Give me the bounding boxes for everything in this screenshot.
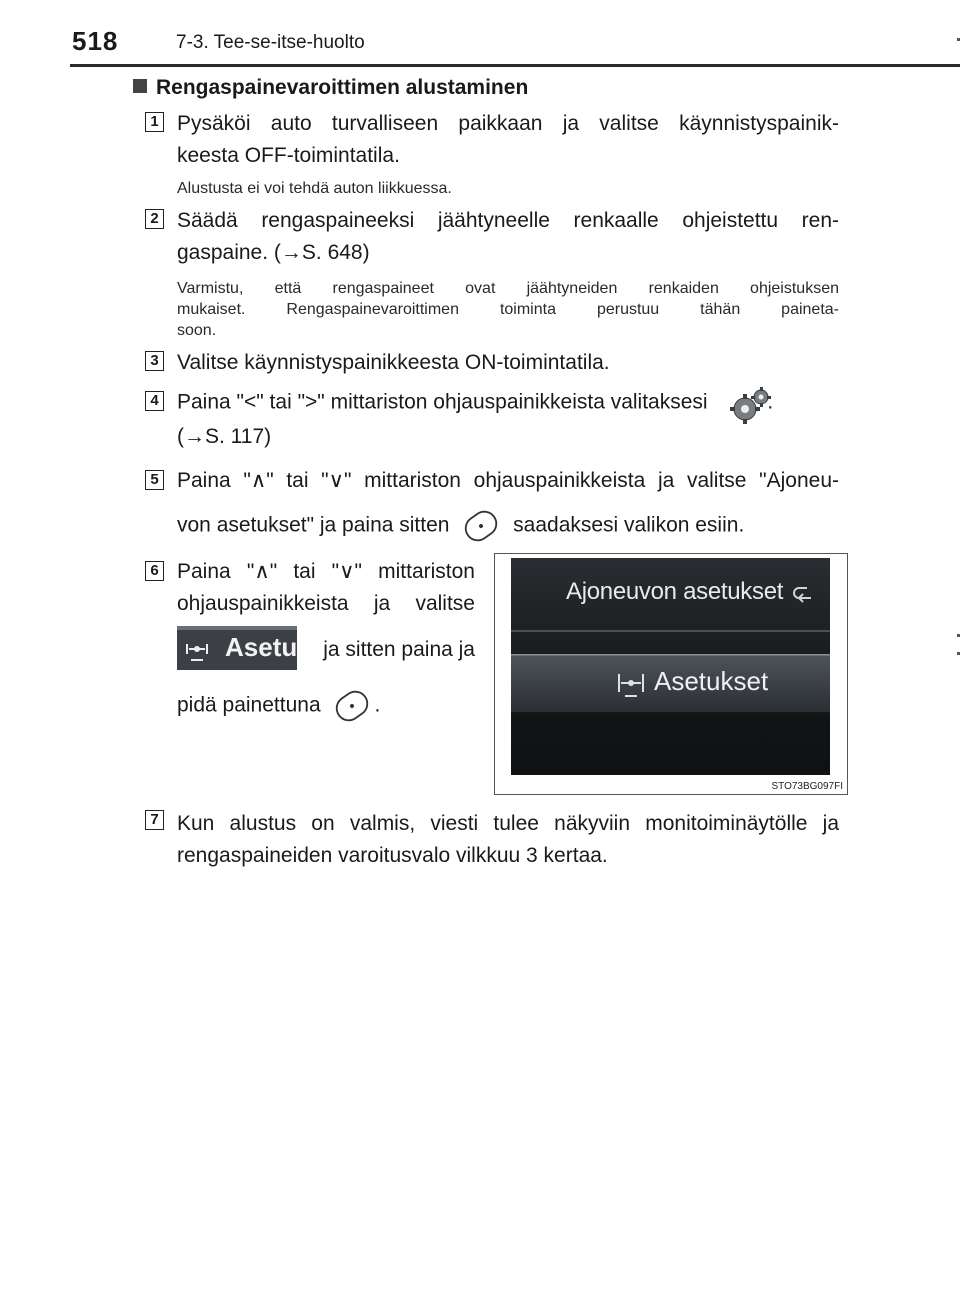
screen-title: Ajoneuvon asetukset (566, 578, 784, 605)
step-2-line-2: gaspaine. (→S. 648) (177, 241, 370, 264)
step-5-line-2a: von asetukset" ja paina sitten (177, 513, 450, 537)
selected-menu-item: Asetukset (654, 666, 769, 696)
step-7-line-1: Kun alustus on valmis, viesti tulee näkyviin monitoiminäytölle ja (177, 812, 839, 835)
gear-icon (727, 385, 767, 421)
step-6-text (177, 556, 475, 728)
step-2-note-line-3: soon. (177, 322, 217, 339)
step-number-2: 2 (145, 209, 164, 229)
step-5-line-2b: saadaksesi valikon esiin. (513, 513, 745, 537)
step-2-line-1: Säädä rengaspaineeksi jäähtyneelle renkaalle ohjeistettu ren- (177, 209, 839, 232)
step-4-period: . (767, 390, 774, 414)
step-3-text (177, 347, 839, 379)
step-6-line-2: ohjauspainikkeista ja valitse (177, 592, 475, 615)
step-number-5: 5 (145, 470, 164, 490)
step-5-line-2 (177, 504, 839, 548)
page-number: 518 (72, 26, 119, 56)
display-figure (494, 553, 848, 795)
step-5-line-1: Paina "∧" tai "∨" mittariston ohjauspainikkeista ja valitse "Ajoneu- (177, 469, 839, 492)
asetukset-menu-thumbnail (177, 626, 297, 670)
thumbnail-label: Asetu (225, 632, 297, 662)
figure-code: STO73BG097FI (771, 781, 843, 792)
step-6-line-3-text: ja sitten paina ja (323, 638, 475, 661)
step-4-line-1-text: Paina "<" tai ">" mittariston ohjauspainikkeista valitaksesi (177, 390, 708, 414)
square-bullet-icon (133, 79, 147, 93)
step-2-note (177, 278, 839, 341)
step-2-note-line-2: mukaiset. Rengaspainevaroittimen toiminta perustuu tähän paineta- (177, 301, 839, 318)
step-number-7: 7 (145, 810, 164, 830)
step-4-text (177, 385, 839, 453)
step-6-line-3 (177, 626, 475, 674)
ok-button-icon (459, 504, 503, 548)
step-4-line-1 (177, 385, 839, 421)
header-rule (70, 64, 960, 67)
step-2-text (177, 205, 839, 269)
step-5-text (177, 464, 839, 548)
step-4-line-2: (→S. 117) (177, 425, 272, 448)
ok-button-icon (330, 684, 374, 728)
step-1-line-2: keesta OFF-toimintatila. (177, 144, 400, 167)
step-7-text (177, 808, 839, 872)
step-2-note-line-1: Varmistu, että rengaspaineet ovat jäähtyneiden renkaiden ohjeistuksen (177, 280, 839, 297)
step-7-line-2: rengaspaineiden varoitusvalo vilkkuu 3 kertaa. (177, 844, 608, 867)
step-6-period: . (374, 693, 381, 717)
step-6-line-4-text: pidä painettuna (177, 693, 321, 717)
step-number-3: 3 (145, 351, 164, 371)
step-number-1: 1 (145, 112, 164, 132)
step-3-line-1: Valitse käynnistyspainikkeesta ON-toimintatila. (177, 351, 610, 374)
section-title-text: Rengaspainevaroittimen alustaminen (156, 76, 529, 99)
step-number-6: 6 (145, 561, 164, 581)
step-6-line-1: Paina "∧" tai "∨" mittariston (177, 560, 475, 583)
section-title (133, 76, 528, 100)
chapter-title: 7-3. Tee-se-itse-huolto (176, 32, 365, 53)
step-6-line-4 (177, 684, 475, 728)
step-1-note: Alustusta ei voi tehdä auton liikkuessa. (177, 180, 452, 197)
multi-info-display (511, 558, 830, 775)
step-1-text (177, 108, 839, 172)
step-1-line-1: Pysäköi auto turvalliseen paikkaan ja valitse käynnistyspainik- (177, 112, 839, 135)
step-number-4: 4 (145, 391, 164, 411)
